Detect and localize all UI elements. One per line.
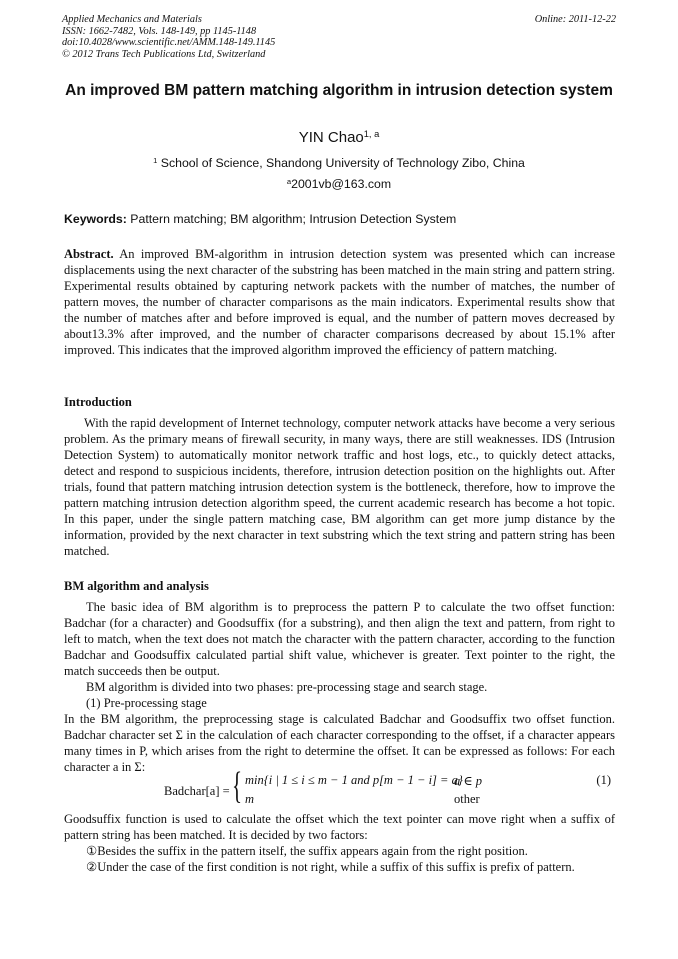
email-address: 2001vb@163.com [291,177,392,191]
formula-case-2: m [245,792,255,806]
bm-body [64,600,615,775]
affiliation-text: School of Science, Shandong University of Technology Zibo, China [157,156,525,170]
author-name: YIN Chao [298,129,364,146]
abstract [64,247,615,359]
bm-paragraph-1: The basic idea of BM algorithm is to preprocess the pattern P to calculate the two offset function: Badchar (for a character) and Goodsuffix (for a substring), and then align the text and pattern, from right to left to match, when the text does not match the character with the pattern character, according to the function Badchar and Goodsuffix calculated partial shift value, whichever is greater. Text pointer to the right, the match succeeds then be output. [64,600,615,678]
formula-case-1: min{i | 1 ≤ i ≤ m − 1 and p[m − 1 − i] = a} [245,773,463,787]
paper-title: An improved BM pattern matching algorithm in intrusion detection system [65,82,613,99]
issn: ISSN: 1662-7482, Vols. 148-149, pp 1145-1148 [62,25,257,37]
email-sup: a [286,176,292,186]
bm-paragraph-7: ②Under the case of the first condition is not right, while a suffix of this suffix is prefix of pattern. [86,859,575,874]
introduction-body [64,416,615,560]
introduction-heading: Introduction [64,395,132,409]
bm-paragraph-4: In the BM algorithm, the preprocessing stage is calculated Badchar and Goodsuffix two offset function. Badchar character set Σ in the calculation of each character corresponding to the offset, if a character appears many times in P, which arises from the right to determine the offset. It can be expressed as follows: For each character a in Σ: [64,711,615,774]
goodsuffix-body [64,812,615,876]
author [62,129,616,146]
formula-condition-1: a ∈ p [454,774,483,788]
affiliation [62,156,616,170]
bm-heading: BM algorithm and analysis [64,579,209,593]
introduction-text: With the rapid development of Internet technology, computer network attacks have become a very serious problem. As the primary means of firewall security, in many ways, there are still weaknesses. IDS (Intrusion Detection System) to automatically monitor network traffic and host logs, etc., to quickly detect attacks, detect and respond to suspicious incidents, therefore, intrusion detection position on the highlights out. After trials, found that pattern matching intrusion detection system is the bottleneck, therefore, how to improve the pattern matching intrusion detection algorithm speed, the current academic research has become a hot topic. In this paper, under the single pattern matching case, BM algorithm can get more jump distance by the information, provided by the next character in text substring which the text string and pattern string has been matched. [64,416,615,558]
affiliation-sup: 1 [153,155,158,165]
author-sup: 1, a [363,128,380,139]
keywords-label: Keywords: [64,212,127,226]
keywords [64,212,616,226]
formula-condition-2: other [454,792,480,806]
doi: doi:10.4028/www.scientific.net/AMM.148-149.1145 [62,37,276,49]
bm-paragraph-2: BM algorithm is divided into two phases: pre-processing stage and search stage. [86,679,488,694]
journal-name: Applied Mechanics and Materials [62,14,202,25]
bm-paragraph-3: (1) Pre-processing stage [86,695,207,710]
bm-paragraph-5: Goodsuffix function is used to calculate the offset which the text pointer can move right when a suffix of pattern string has been matched. It is decided by two factors: [64,812,615,842]
keywords-text: Pattern matching; BM algorithm; Intrusion Detection System [126,212,457,226]
page-header [62,14,616,60]
email [62,177,616,191]
badchar-formula [64,765,615,810]
formula-brace: { [232,765,243,807]
bm-paragraph-6: ①Besides the suffix in the pattern itself, the suffix appears again from the right position. [86,843,528,858]
formula-lhs: Badchar[a] = [164,784,230,798]
online-date: Online: 2011-12-22 [534,14,616,25]
abstract-text: An improved BM-algorithm in intrusion detection system was presented which can increase displacements using the next character of the substring has been matched in the main string and pattern string. Experimental results obtained by capturing network packets with the number of matches, the number of pattern moves, the number of character comparisons as the main indicators. Experimental results show that the number of matches after and before improved is equal, and the number of pattern moves decreased by about13.3% after improved, and the number of character comparisons decreased by about 15.1% after improved. This indicates that the improved algorithm improved the efficiency of pattern matching. [64,247,615,357]
equation-number: (1) [596,773,611,787]
copyright: © 2012 Trans Tech Publications Ltd, Switzerland [62,48,266,60]
abstract-label: Abstract. [64,247,114,261]
